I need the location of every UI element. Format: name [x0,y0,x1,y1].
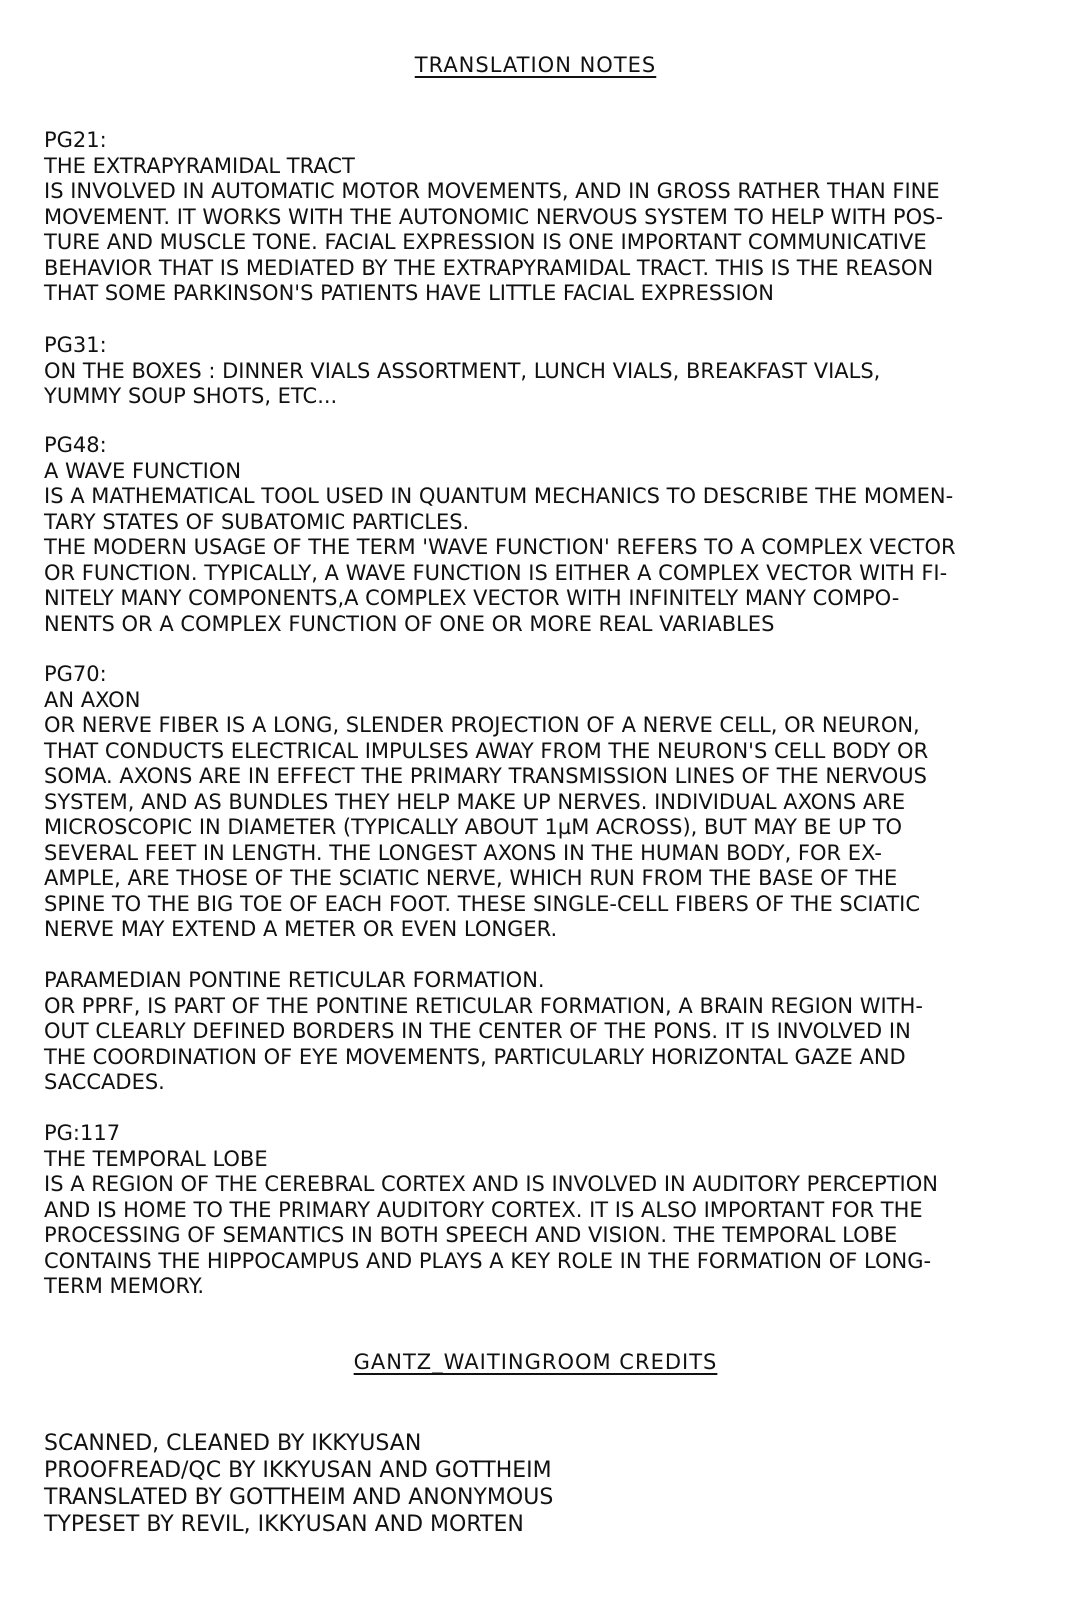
credits-title-text: GANTZ_WAITINGROOM CREDITS [353,1350,718,1374]
note-line: TURE AND MUSCLE TONE. FACIAL EXPRESSION IS ONE IMPORTANT COMMUNICATIVE [44,230,927,254]
note-line: THAT SOME PARKINSON'S PATIENTS HAVE LITTLE FACIAL EXPRESSION [44,281,774,305]
credits-title [0,1350,1071,1374]
note-line: SEVERAL FEET IN LENGTH. THE LONGEST AXONS IN THE HUMAN BODY, FOR EX- [44,840,882,865]
note-line: IS INVOLVED IN AUTOMATIC MOTOR MOVEMENTS, AND IN GROSS RATHER THAN FINE [44,179,940,203]
note-line: AND IS HOME TO THE PRIMARY AUDITORY CORTEX. IT IS ALSO IMPORTANT FOR THE [44,1197,923,1222]
note-section-pg21 [44,128,1044,307]
note-line: MICROSCOPIC IN DIAMETER (TYPICALLY ABOUT 1µM ACROSS), BUT MAY BE UP TO [44,815,903,839]
note-line: BEHAVIOR THAT IS MEDIATED BY THE EXTRAPYRAMIDAL TRACT. THIS IS THE REASON [44,255,934,280]
note-line: SPINE TO THE BIG TOE OF EACH FOOT. THESE SINGLE-CELL FIBERS OF THE SCIATIC [44,891,921,916]
note-line: CONTAINS THE HIPPOCAMPUS AND PLAYS A KEY ROLE IN THE FORMATION OF LONG- [44,1248,932,1273]
note-line: SOMA. AXONS ARE IN EFFECT THE PRIMARY TRANSMISSION LINES OF THE NERVOUS [44,764,927,788]
credit-line: TRANSLATED BY GOTTHEIM AND ANONYMOUS [44,1485,554,1510]
note-section-pg31 [44,333,1044,410]
note-line: TARY STATES OF SUBATOMIC PARTICLES. [44,509,470,534]
note-line: MOVEMENT. IT WORKS WITH THE AUTONOMIC NERVOUS SYSTEM TO HELP WITH POS- [44,204,944,229]
note-section-pg117 [44,1121,1044,1300]
credit-line: PROOFREAD/QC BY IKKYUSAN AND GOTTHEIM [44,1458,552,1483]
note-line: NITELY MANY COMPONENTS,A COMPLEX VECTOR WITH INFINITELY MANY COMPO- [44,586,900,610]
note-line: OR PPRF, IS PART OF THE PONTINE RETICULAR FORMATION, A BRAIN REGION WITH- [44,993,923,1018]
page-title-text: TRANSLATION NOTES [414,53,657,77]
note-line: OUT CLEARLY DEFINED BORDERS IN THE CENTER OF THE PONS. IT IS INVOLVED IN [44,1019,911,1043]
note-line: THE MODERN USAGE OF THE TERM 'WAVE FUNCTION' REFERS TO A COMPLEX VECTOR [44,535,956,559]
note-line: PARAMEDIAN PONTINE RETICULAR FORMATION. [44,968,545,992]
note-line: PG31: [44,333,107,357]
note-line: IS A REGION OF THE CEREBRAL CORTEX AND IS INVOLVED IN AUDITORY PERCEPTION [44,1172,938,1196]
note-line: YUMMY SOUP SHOTS, ETC... [44,384,338,408]
note-line: SACCADES. [44,1070,165,1094]
credit-line: SCANNED, CLEANED BY IKKYUSAN [44,1431,422,1456]
note-line: PG:117 [44,1121,121,1145]
note-section-pprf [44,968,1044,1096]
page-title [0,53,1071,77]
note-section-pg70 [44,662,1044,943]
note-line: PG21: [44,128,107,152]
note-section-pg48 [44,433,1044,637]
note-line: OR NERVE FIBER IS A LONG, SLENDER PROJECTION OF A NERVE CELL, OR NEURON, [44,713,920,737]
note-line: ON THE BOXES : DINNER VIALS ASSORTMENT, LUNCH VIALS, BREAKFAST VIALS, [44,358,881,383]
note-line: SYSTEM, AND AS BUNDLES THEY HELP MAKE UP NERVES. INDIVIDUAL AXONS ARE [44,789,906,814]
note-line: TERM MEMORY. [44,1274,205,1298]
note-line: PG70: [44,662,107,686]
note-line: A WAVE FUNCTION [44,458,242,483]
credits-list [44,1430,1044,1538]
note-line: PG48: [44,433,107,457]
note-line: NERVE MAY EXTEND A METER OR EVEN LONGER. [44,917,558,941]
note-line: AMPLE, ARE THOSE OF THE SCIATIC NERVE, WHICH RUN FROM THE BASE OF THE [44,866,898,890]
note-line: THE EXTRAPYRAMIDAL TRACT [44,153,355,178]
note-line: NENTS OR A COMPLEX FUNCTION OF ONE OR MORE REAL VARIABLES [44,611,775,636]
note-line: IS A MATHEMATICAL TOOL USED IN QUANTUM MECHANICS TO DESCRIBE THE MOMEN- [44,484,954,508]
note-line: OR FUNCTION. TYPICALLY, A WAVE FUNCTION IS EITHER A COMPLEX VECTOR WITH FI- [44,560,948,585]
note-line: THE TEMPORAL LOBE [44,1146,268,1171]
note-line: THE COORDINATION OF EYE MOVEMENTS, PARTICULARLY HORIZONTAL GAZE AND [44,1044,906,1069]
note-line: AN AXON [44,687,141,712]
credit-line: TYPESET BY REVIL, IKKYUSAN AND MORTEN [44,1512,524,1537]
note-line: THAT CONDUCTS ELECTRICAL IMPULSES AWAY FROM THE NEURON'S CELL BODY OR [44,738,929,763]
note-line: PROCESSING OF SEMANTICS IN BOTH SPEECH AND VISION. THE TEMPORAL LOBE [44,1223,898,1247]
